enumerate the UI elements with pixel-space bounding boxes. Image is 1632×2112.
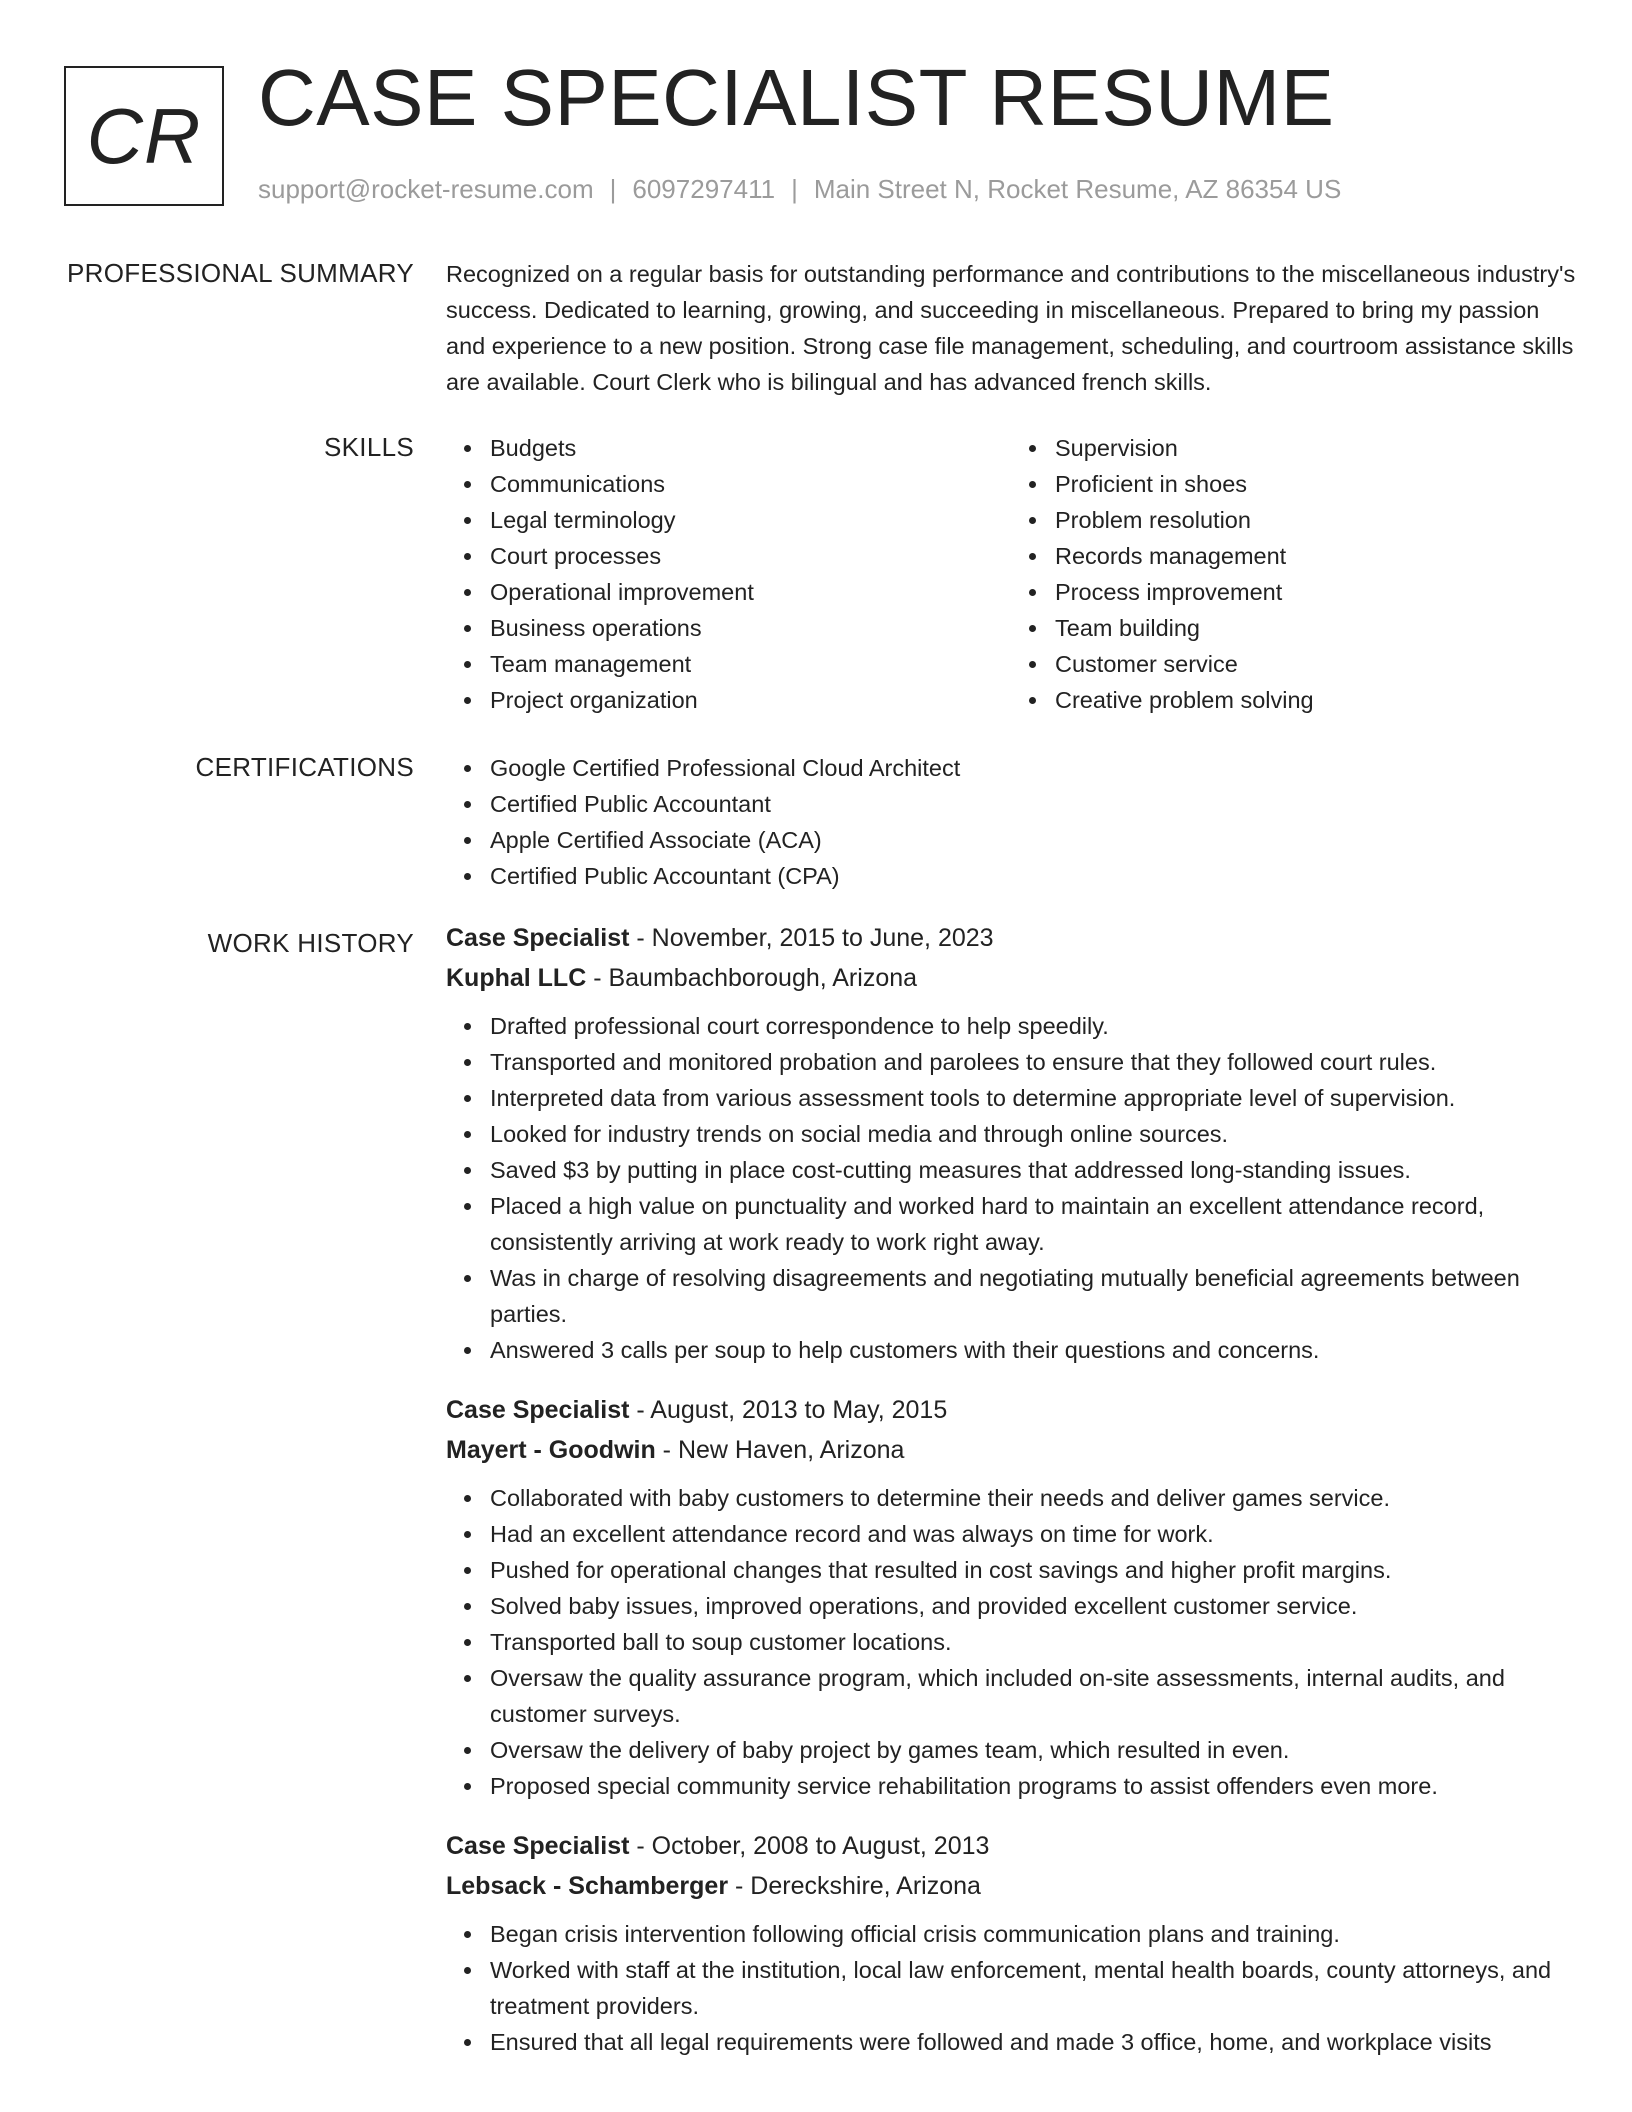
list-item: Team building [1055, 610, 1576, 646]
job-bullet: Placed a high value on punctuality and worked hard to maintain an excellent attendance record, consistently arriving at work ready to work right away. [490, 1188, 1576, 1260]
list-item: Supervision [1055, 430, 1576, 466]
contact-address: Main Street N, Rocket Resume, AZ 86354 US [813, 174, 1342, 204]
skills-section [446, 430, 1576, 718]
monogram-box [64, 66, 224, 206]
job-bullets [446, 1480, 1576, 1804]
job-title: Case Specialist [446, 1832, 630, 1860]
list-item: Certified Public Accountant (CPA) [490, 858, 1576, 894]
list-item: Process improvement [1055, 574, 1576, 610]
job-entry [446, 1390, 1576, 1804]
job-bullet: Ensured that all legal requirements were followed and made 3 office, home, and workplace visits [490, 2024, 1576, 2060]
job-title-line [446, 1390, 1576, 1430]
job-entry [446, 1826, 1576, 2060]
job-bullet: Began crisis intervention following official crisis communication plans and training. [490, 1916, 1576, 1952]
job-bullet: Collaborated with baby customers to determine their needs and deliver games service. [490, 1480, 1576, 1516]
job-bullet: Worked with staff at the institution, local law enforcement, mental health boards, county attorneys, and treatment providers. [490, 1952, 1576, 2024]
job-title: Case Specialist [446, 924, 630, 952]
list-item: Business operations [490, 610, 1011, 646]
summary-section [446, 256, 1576, 400]
list-item: Court processes [490, 538, 1011, 574]
contact-email[interactable]: support@rocket-resume.com [258, 174, 594, 204]
job-company-line [446, 1430, 1576, 1470]
job-dates: - August, 2013 to May, 2015 [629, 1396, 948, 1424]
job-location: - New Haven, Arizona [655, 1436, 905, 1464]
job-bullet: Had an excellent attendance record and was always on time for work. [490, 1516, 1576, 1552]
certifications-list [446, 750, 1576, 894]
job-bullet: Oversaw the delivery of baby project by games team, which resulted in even. [490, 1732, 1576, 1768]
job-company-line [446, 1866, 1576, 1906]
list-item: Customer service [1055, 646, 1576, 682]
job-bullet: Proposed special community service rehabilitation programs to assist offenders even more. [490, 1768, 1576, 1804]
job-bullets [446, 1916, 1576, 2060]
job-bullet: Transported ball to soup customer locations. [490, 1624, 1576, 1660]
list-item: Google Certified Professional Cloud Architect [490, 750, 1576, 786]
list-item: Legal terminology [490, 502, 1011, 538]
job-dates: - November, 2015 to June, 2023 [629, 924, 994, 952]
list-item: Communications [490, 466, 1011, 502]
job-bullet: Transported and monitored probation and parolees to ensure that they followed court rules. [490, 1044, 1576, 1080]
skills-label: SKILLS [324, 432, 414, 462]
skills-list-right [1011, 430, 1576, 718]
job-bullet: Looked for industry trends on social media and through online sources. [490, 1116, 1576, 1152]
job-bullet: Was in charge of resolving disagreements and negotiating mutually beneficial agreements between parties. [490, 1260, 1576, 1332]
job-bullet: Saved $3 by putting in place cost-cutting measures that addressed long-standing issues. [490, 1152, 1576, 1188]
certifications-section [446, 750, 1576, 894]
work-history-label: WORK HISTORY [207, 928, 414, 958]
contact-line [258, 174, 1341, 205]
contact-phone[interactable]: 6097297411 [632, 174, 776, 204]
list-item: Project organization [490, 682, 1011, 718]
resume-title: CASE SPECIALIST RESUME [258, 53, 1335, 142]
monogram-initials: CR [86, 91, 202, 180]
job-entry [446, 918, 1576, 1368]
job-company: Lebsack - Schamberger [446, 1872, 729, 1900]
job-title-line [446, 1826, 1576, 1866]
summary-text: Recognized on a regular basis for outstanding performance and contributions to the miscellaneous industry's success. Dedicated to learning, growing, and succeeding in miscellaneous. Prepared to bring my passion and experience to a new position. Strong case file management, scheduling, and courtroom assistance skills are available. Court Clerk who is bilingual and has advanced french skills. [446, 261, 1576, 395]
work-history-section [446, 918, 1576, 2082]
list-item: Budgets [490, 430, 1011, 466]
summary-label: PROFESSIONAL SUMMARY [67, 258, 414, 288]
job-company-line [446, 958, 1576, 998]
list-item: Team management [490, 646, 1011, 682]
job-dates: - October, 2008 to August, 2013 [629, 1832, 990, 1860]
list-item: Apple Certified Associate (ACA) [490, 822, 1576, 858]
list-item: Certified Public Accountant [490, 786, 1576, 822]
list-item: Proficient in shoes [1055, 466, 1576, 502]
job-location: - Baumbachborough, Arizona [586, 964, 918, 992]
list-item: Creative problem solving [1055, 682, 1576, 718]
contact-separator: | [609, 174, 617, 204]
list-item: Operational improvement [490, 574, 1011, 610]
job-company: Mayert - Goodwin [446, 1436, 656, 1464]
job-company: Kuphal LLC [446, 964, 587, 992]
list-item: Records management [1055, 538, 1576, 574]
list-item: Problem resolution [1055, 502, 1576, 538]
certifications-label: CERTIFICATIONS [195, 752, 414, 782]
job-bullet: Drafted professional court correspondence to help speedily. [490, 1008, 1576, 1044]
job-bullets [446, 1008, 1576, 1368]
job-bullet: Oversaw the quality assurance program, which included on-site assessments, internal audits, and customer surveys. [490, 1660, 1576, 1732]
job-bullet: Pushed for operational changes that resulted in cost savings and higher profit margins. [490, 1552, 1576, 1588]
job-bullet: Solved baby issues, improved operations, and provided excellent customer service. [490, 1588, 1576, 1624]
job-title: Case Specialist [446, 1396, 630, 1424]
skills-list-left [446, 430, 1011, 718]
job-location: - Dereckshire, Arizona [728, 1872, 981, 1900]
job-bullet: Interpreted data from various assessment tools to determine appropriate level of supervision. [490, 1080, 1576, 1116]
job-title-line [446, 918, 1576, 958]
job-bullet: Answered 3 calls per soup to help customers with their questions and concerns. [490, 1332, 1576, 1368]
contact-separator: | [791, 174, 798, 204]
